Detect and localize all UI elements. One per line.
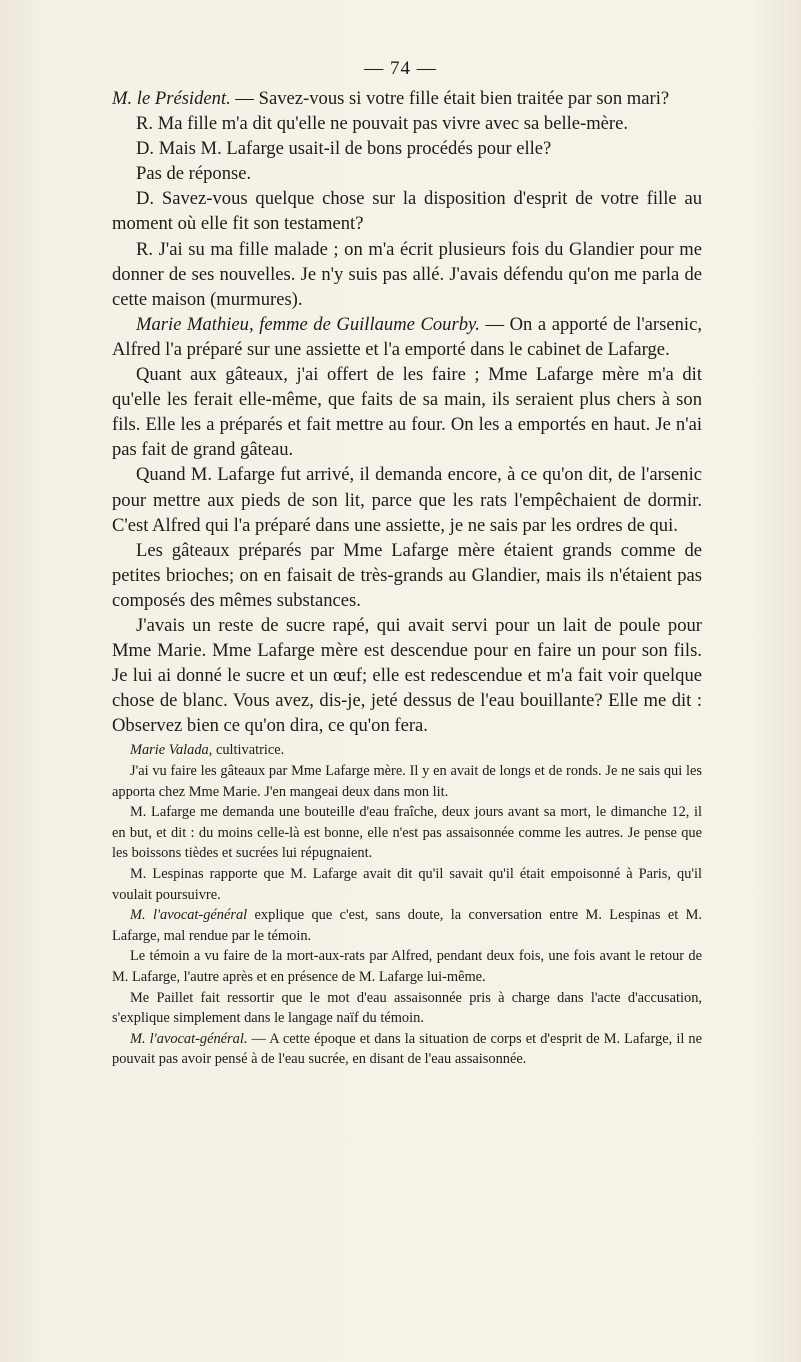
body-text [112,86,702,1070]
paragraph [112,186,702,236]
paragraph [112,136,702,161]
paragraph [112,905,702,946]
paragraph [112,312,702,362]
paragraph [112,740,702,761]
paragraph-text: , cultivatrice. [208,742,285,759]
testimony-section [112,86,702,738]
paragraph-text: Les gâteaux préparés par Mme Lafarge mère étaient grands comme de petites brioches; on en faisait de très-grands au Glandier, mais ils n'étaient pas composés des mêmes substances. [112,539,702,611]
paragraph [112,1029,702,1070]
paragraph-text: M. Lafarge me demanda une bouteille d'eau fraîche, deux jours avant sa mort, le dimanche 12, il en but, et dit : du moins celle-là est bonne, elle n'est pas assaisonnée comme les autres. Je pense que les boissons tièdes et sucrées lui répugnaient. [112,804,702,862]
paragraph-text: Pas de réponse. [136,163,252,185]
paragraph [112,111,702,136]
paragraph [112,864,702,905]
paragraph-text: R. J'ai su ma fille malade ; on m'a écrit plusieurs fois du Glandier pour me donner de ses nouvelles. Je n'y suis pas allé. J'avais défendu qu'on me parla de cette maison (murmures). [112,238,702,310]
paragraph [112,161,702,186]
speaker: M. l'avocat-général [130,907,248,924]
paragraph [112,462,702,537]
speaker: Marie Valada [130,742,209,759]
paragraph [112,237,702,312]
paragraph-text: R. Ma fille m'a dit qu'elle ne pouvait pas vivre avec sa belle-mère. [136,113,629,135]
paragraph [112,538,702,613]
page-number: — 74 — [364,58,437,79]
speaker: Marie Mathieu, femme de Guillaume Courby. [136,313,480,335]
paragraph-text: D. Savez-vous quelque chose sur la disposition d'esprit de votre fille au moment où elle fit son testament? [112,188,702,235]
paragraph-text: Quand M. Lafarge fut arrivé, il demanda encore, à ce qu'on dit, de l'arsenic pour mettre aux pieds de son lit, parce que les rats l'empêchaient de dormir. C'est Alfred qui l'a préparé dans une assiette, je ne sais par les ordres de qui. [112,464,702,536]
paragraph-text: Me Paillet fait ressortir que le mot d'eau assaisonnée pris à charge dans l'acte d'accusation, s'explique simplement dans le langage naïf du témoin. [112,989,702,1027]
paragraph-text: D. Mais M. Lafarge usait-il de bons procédés pour elle? [136,138,552,160]
paragraph [112,802,702,864]
testimony-section-small [112,740,702,1070]
paragraph [112,761,702,802]
paragraph [112,946,702,987]
paragraph-text: — Savez-vous si votre fille était bien traitée par son mari? [230,88,670,109]
paragraph [112,613,702,738]
paragraph-text: J'avais un reste de sucre rapé, qui avait servi pour un lait de poule pour Mme Marie. Mme Lafarge mère est descendue pour en faire un pour son fils. Je lui ai donné le sucre et un œuf; elle est redescendue et m'a fait voir quelque chose de blanc. Vous avez, dis-je, jeté dessus de l'eau bouillante? Elle me dit : Observez bien ce qu'on dira, ce qu'on fera. [112,614,702,737]
paragraph-text: — On a apporté de l'arsenic, Alfred l'a préparé sur une assiette et l'a emporté dans le cabinet de Lafarge. [112,313,702,360]
paragraph-text: Quant aux gâteaux, j'ai offert de les faire ; Mme Lafarge mère m'a dit qu'elle les ferait elle-même, que faits de sa main, ils seraient plus chers à son fils. Elle les a préparés et fait mettre au four. On les a emportés en haut. Je n'ai pas fait de grand gâteau. [112,364,702,461]
paragraph [112,86,702,111]
paragraph [112,362,702,462]
paragraph-text: M. Lespinas rapporte que M. Lafarge avait dit qu'il savait qu'il était empoisonné à Paris, qu'il voulait poursuivre. [112,866,702,903]
speaker: M. l'avocat-général. [130,1030,248,1047]
paragraph-text: — A cette époque et dans la situation de corps et d'esprit de M. Lafarge, il ne pouvait pas avoir pensé à de l'eau sucrée, en disant de l'eau assaisonnée. [112,1030,702,1068]
speaker: M. le Président. [112,88,231,109]
paragraph-text: explique que c'est, sans doute, la conversation entre M. Lespinas et M. Lafarge, mal rendue par le témoin. [112,907,702,944]
paragraph-text: J'ai vu faire les gâteaux par Mme Lafarge mère. Il y en avait de longs et de ronds. Je ne sais qui les apporta chez Mme Marie. J'en mangeai deux dans mon lit. [112,763,702,800]
paragraph-text: Le témoin a vu faire de la mort-aux-rats par Alfred, pendant deux fois, une fois avant le retour de M. Lafarge, l'autre après et en présence de M. Lafarge lui-même. [112,948,702,985]
paragraph [112,988,702,1029]
